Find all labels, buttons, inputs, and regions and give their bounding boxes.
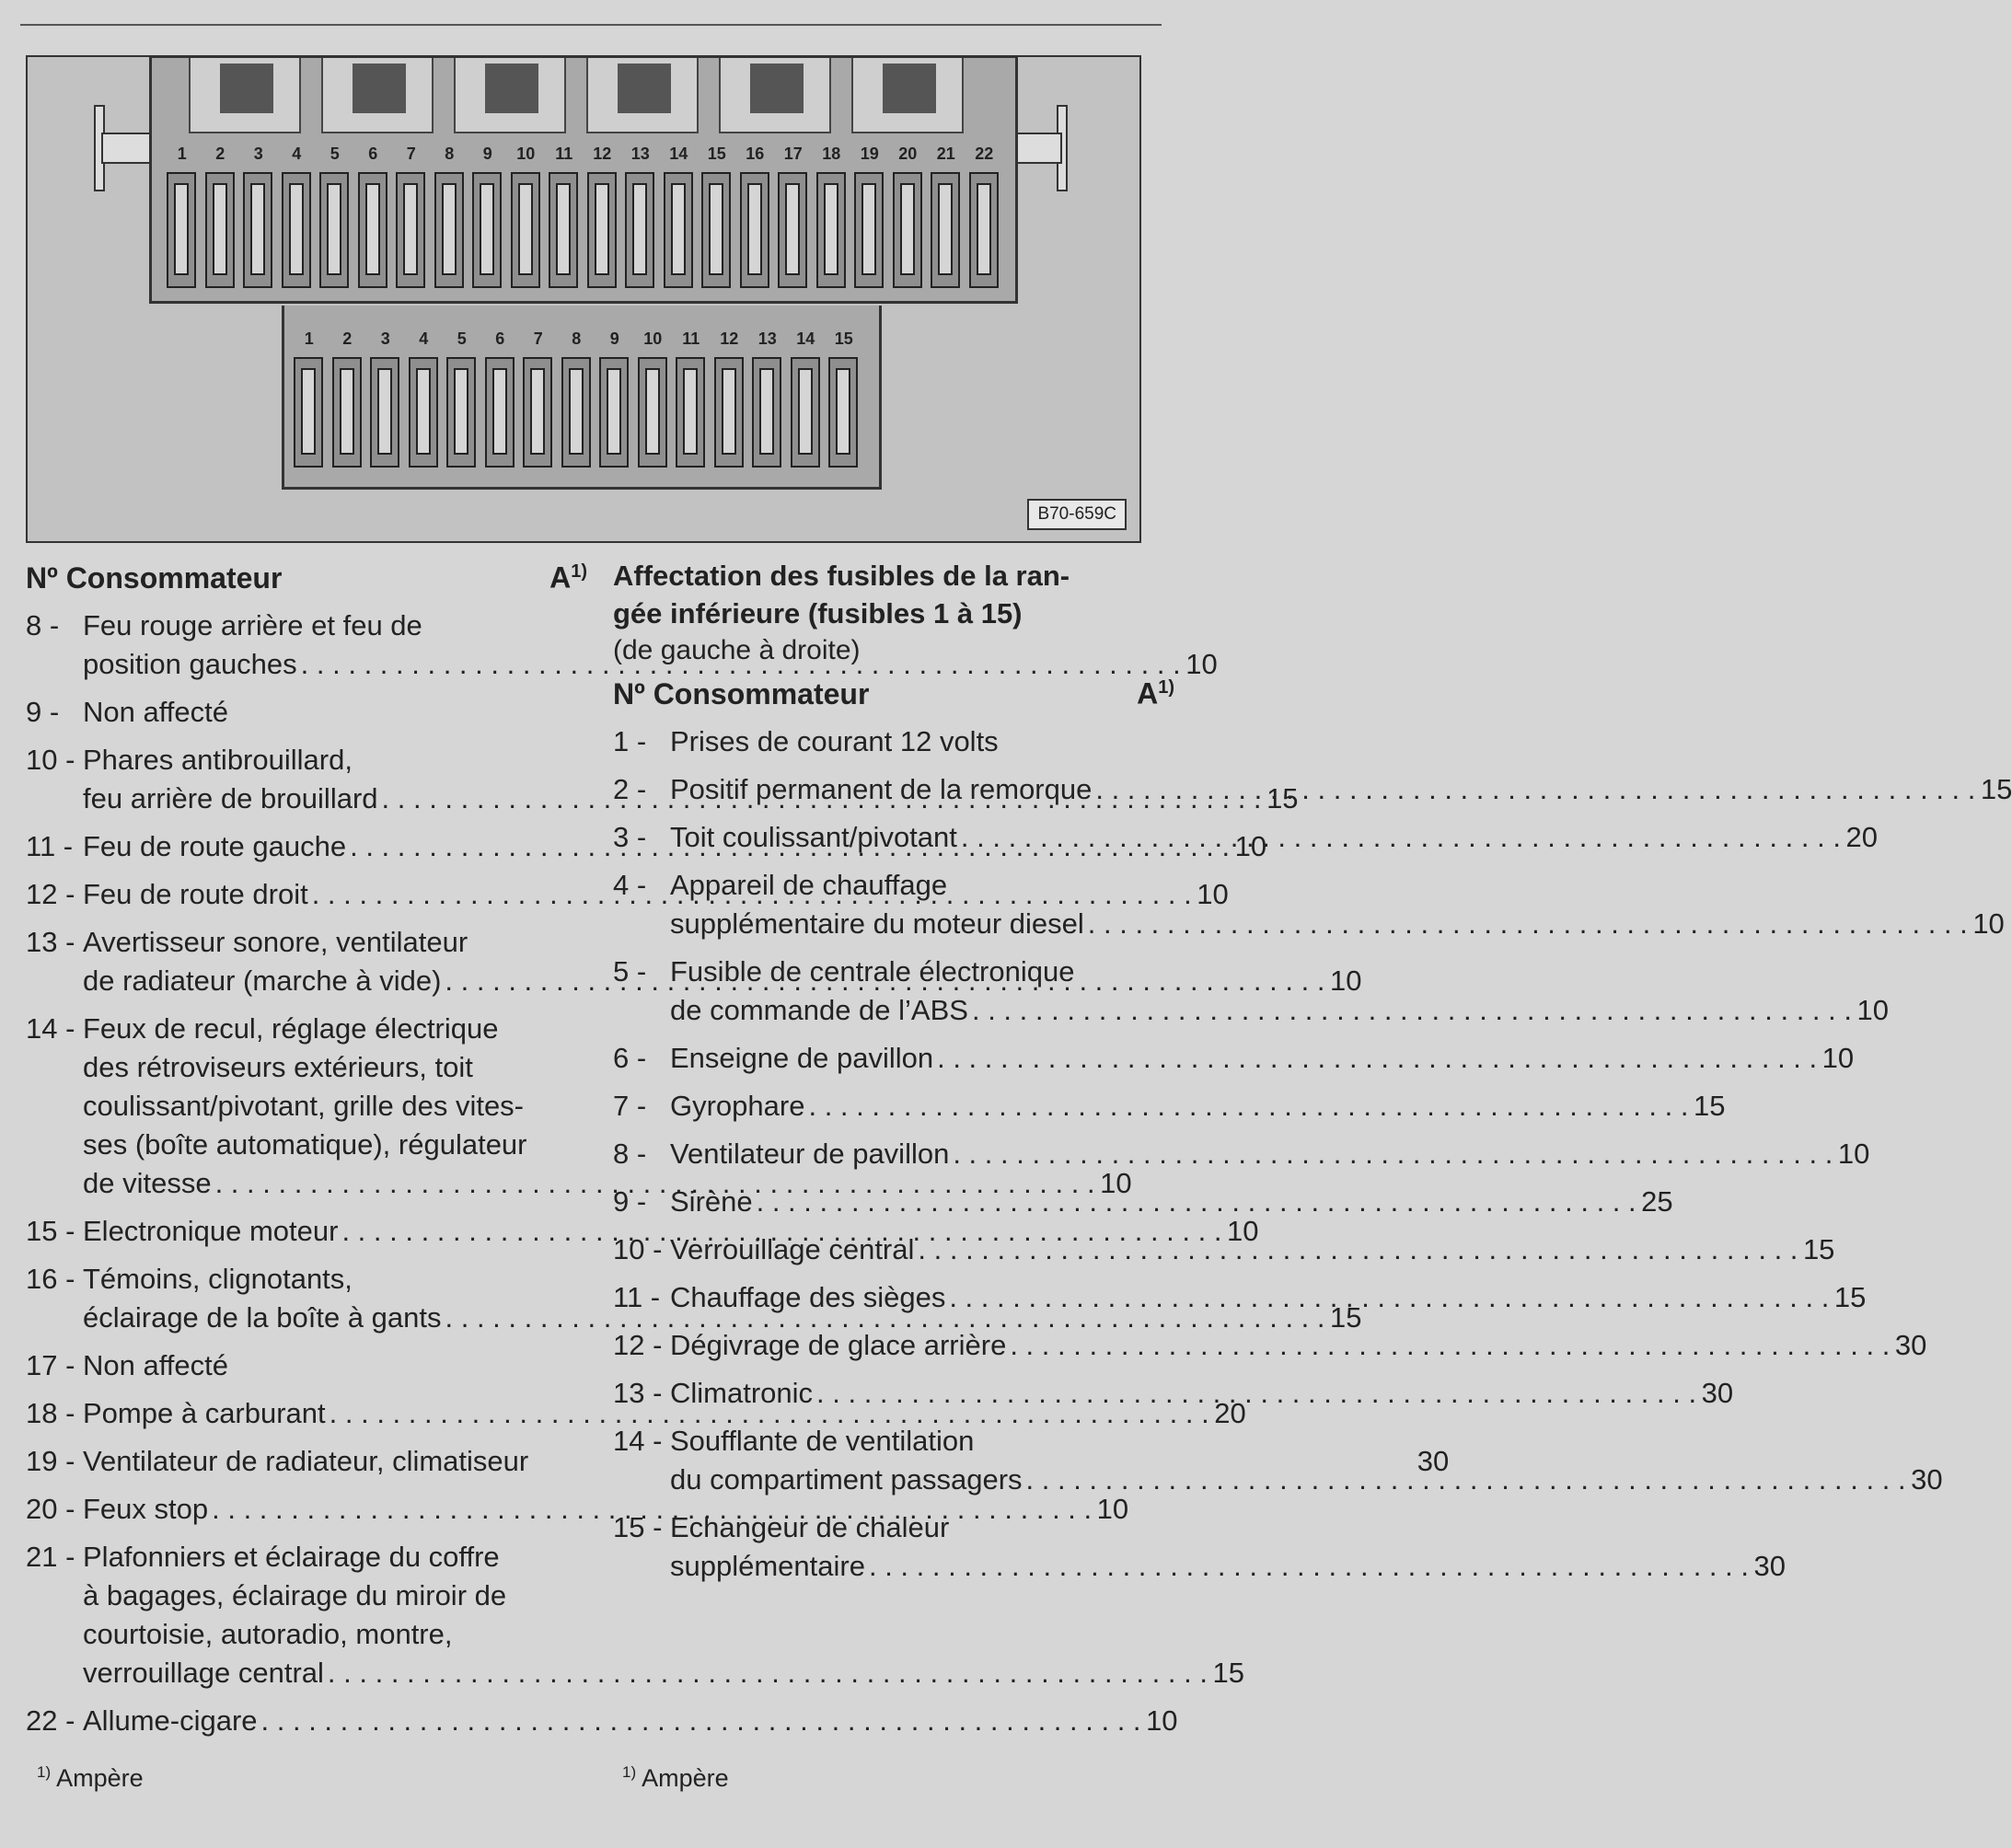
lower-fuse-row <box>290 329 863 473</box>
fuse-entry <box>613 1087 1726 1126</box>
upper-fuse <box>736 144 775 294</box>
top-rule <box>20 24 1162 26</box>
upper-fuse <box>545 144 584 294</box>
upper-fuse <box>163 144 202 294</box>
upper-fuse <box>774 144 813 294</box>
consumer-text: Prises de courant 12 volts <box>670 725 999 757</box>
upper-fuse <box>316 144 354 294</box>
upper-fuse-number: 14 <box>669 144 688 163</box>
leader-dots <box>816 1374 1696 1413</box>
amperage: 10 <box>1821 1042 1855 1074</box>
lower-fuse-number: 15 <box>834 329 853 348</box>
upper-fuse-number: 9 <box>482 144 492 163</box>
amperage: 15 <box>1802 1233 1835 1265</box>
relay-slot <box>454 58 566 133</box>
upper-fuse-number: 12 <box>593 144 612 163</box>
upper-fuse <box>850 144 889 294</box>
amperage: 15 <box>1980 773 2012 805</box>
consumer-text: Non affecté <box>83 1349 228 1381</box>
fuse-number: 13 - <box>613 1377 663 1409</box>
upper-fuse <box>584 144 622 294</box>
amperage: 10 <box>1226 1215 1259 1247</box>
upper-fuse-number: 21 <box>936 144 955 163</box>
fuse-number: 16 - <box>26 1263 75 1295</box>
consumer-text: de vitesse <box>83 1167 212 1199</box>
fuse-number: 11 - <box>26 830 74 862</box>
fuse-entry <box>613 1508 1786 1586</box>
consumer-text: position gauches <box>83 648 297 680</box>
consumer-text: Chauffage des sièges <box>670 1281 946 1313</box>
lower-fuse <box>748 329 787 473</box>
lower-fuse-number: 12 <box>720 329 739 348</box>
upper-fuse <box>507 144 546 294</box>
lower-fuse-number: 11 <box>682 329 700 348</box>
left-mount-arm <box>101 133 155 164</box>
fuse-body <box>791 357 820 468</box>
fuse-number: 2 - <box>613 773 647 805</box>
consumer-text: Non affecté <box>83 696 228 728</box>
fuse-number: 15 - <box>613 1511 663 1543</box>
fuse-entry <box>613 1135 1870 1173</box>
fuse-entry <box>613 866 2005 943</box>
lower-fuse-number: 5 <box>457 329 467 348</box>
lower-fuse <box>787 329 826 473</box>
upper-fuse-number: 20 <box>898 144 918 163</box>
amperage: 10 <box>1837 1138 1870 1170</box>
leader-dots <box>869 1547 1749 1586</box>
leader-dots <box>972 991 1852 1030</box>
fuse-body <box>434 172 464 288</box>
upper-fuse-number: 4 <box>292 144 302 163</box>
fuse-entry <box>613 1230 1835 1269</box>
upper-fuse-row <box>163 144 1003 294</box>
fuse-number: 4 - <box>613 869 647 901</box>
consumer-text: de commande de l’ABS <box>670 994 968 1026</box>
fuse-entry <box>26 1702 1178 1740</box>
amperage: 30 <box>1894 1329 1927 1361</box>
right-fuse-list <box>613 722 2012 1586</box>
fuse-body <box>714 357 744 468</box>
amperage: 10 <box>1100 1167 1132 1199</box>
fuse-body <box>638 357 667 468</box>
lower-fuse <box>596 329 634 473</box>
consumer-text: Dégivrage de glace arrière <box>670 1329 1007 1361</box>
upper-fuse <box>278 144 317 294</box>
consumer-text: Ventilateur de pavillon <box>670 1138 950 1170</box>
fuse-number: 22 - <box>26 1704 75 1737</box>
lower-fuse <box>405 329 444 473</box>
lower-fuse <box>329 329 367 473</box>
upper-fuse <box>927 144 966 294</box>
consumer-text: Témoins, clignotants, <box>83 1263 353 1295</box>
consumer-text: Verrouillage central <box>670 1233 915 1265</box>
upper-fuse-number: 19 <box>860 144 879 163</box>
footnote-left: $^{1)}$ Ampère <box>37 1763 144 1792</box>
consumer-text: Plafonniers et éclairage du coffre <box>83 1541 500 1573</box>
fuse-number: 5 - <box>613 955 647 988</box>
upper-fuse-number: 18 <box>822 144 841 163</box>
fuse-entry <box>613 1039 1855 1078</box>
leader-dots <box>961 818 1841 857</box>
relay-slot <box>851 58 964 133</box>
fuse-body <box>816 172 846 288</box>
fuse-entry <box>613 722 1174 761</box>
consumer-text: Phares antibrouillard, <box>83 744 353 776</box>
consumer-text: ses (boîte automatique), régulateur <box>83 1128 527 1161</box>
amperage: 10 <box>1234 830 1267 862</box>
consumer-text: Climatronic <box>670 1377 814 1409</box>
leader-dots <box>261 1702 1141 1740</box>
fuse-number: 10 - <box>26 744 75 776</box>
header-consumer: Nº Consommateur <box>26 561 283 595</box>
lower-fuse-number: 2 <box>342 329 353 348</box>
fuse-number: 12 - <box>26 878 75 910</box>
upper-fuse <box>698 144 736 294</box>
section-subtitle: (de gauche à droite) <box>613 635 861 665</box>
amperage: 30 <box>1416 1445 1450 1477</box>
header-amp: $A^{1)}$ <box>549 561 587 595</box>
lower-fuse-number: 10 <box>643 329 663 348</box>
lower-fuse <box>672 329 711 473</box>
fuse-entry <box>613 1278 1867 1317</box>
leader-dots <box>1010 1326 1890 1365</box>
consumer-text: Enseigne de pavillon <box>670 1042 934 1074</box>
upper-fuse-number: 3 <box>253 144 263 163</box>
fuse-entry <box>613 1326 1927 1365</box>
consumer-text: Feux stop <box>83 1493 209 1525</box>
section-title-line: Affectation des fusibles de la ran- <box>613 560 1070 592</box>
upper-fuse-number: 15 <box>707 144 726 163</box>
amperage: 15 <box>1266 782 1299 814</box>
upper-fuse-number: 2 <box>215 144 225 163</box>
lower-fuse-number: 7 <box>533 329 543 348</box>
upper-fuse <box>468 144 507 294</box>
upper-fuse-number: 16 <box>746 144 765 163</box>
fuse-body <box>893 172 922 288</box>
upper-fuse-number: 17 <box>783 144 803 163</box>
upper-fuse-number: 7 <box>406 144 416 163</box>
upper-fuse <box>392 144 431 294</box>
consumer-text: Toit coulissant/pivotant <box>670 821 957 853</box>
fuse-number: 15 - <box>26 1215 75 1247</box>
fuse-number: 18 - <box>26 1397 75 1429</box>
lower-fuse-number: 1 <box>304 329 314 348</box>
leader-dots <box>1088 905 1968 943</box>
right-column-header <box>613 673 1174 713</box>
consumer-text: Allume-cigare <box>83 1704 258 1737</box>
fuse-body <box>511 172 540 288</box>
fuse-entry <box>26 1394 1246 1433</box>
fuse-body <box>358 172 387 288</box>
fuse-number: 9 - <box>26 696 60 728</box>
lower-fuse-number: 8 <box>572 329 582 348</box>
lower-fuse <box>558 329 596 473</box>
right-column <box>613 557 2012 1586</box>
lower-fuse <box>290 329 329 473</box>
amperage: 20 <box>1214 1397 1246 1429</box>
fuse-body <box>472 172 502 288</box>
upper-fuse-number: 13 <box>630 144 650 163</box>
fuse-body <box>205 172 235 288</box>
figure-reference: B70-659C <box>1027 499 1127 530</box>
lower-fuse-number: 6 <box>495 329 505 348</box>
upper-fuse-number: 11 <box>555 144 573 163</box>
upper-fuse-number: 1 <box>177 144 187 163</box>
fuse-number: 9 - <box>613 1185 647 1218</box>
fuse-number: 19 - <box>26 1445 75 1477</box>
section-title-line: gée inférieure (fusibles 1 à 15) <box>613 597 1023 629</box>
fuse-number: 14 - <box>613 1425 663 1457</box>
fuse-body <box>332 357 362 468</box>
fuse-number: 6 - <box>613 1042 647 1074</box>
consumer-text: Positif permanent de la remorque <box>670 773 1093 805</box>
fuse-number: 17 - <box>26 1349 75 1381</box>
fuse-body <box>523 357 552 468</box>
fuse-body <box>370 357 399 468</box>
consumer-text: de radiateur (marche à vide) <box>83 964 442 997</box>
fuse-body <box>561 357 591 468</box>
upper-fuse-number: 10 <box>516 144 536 163</box>
lower-fuse-number: 14 <box>796 329 815 348</box>
fuse-body <box>828 357 858 468</box>
fuse-body <box>549 172 578 288</box>
relay-slot <box>321 58 434 133</box>
amperage: 25 <box>1641 1185 1673 1218</box>
leader-dots <box>808 1087 1688 1126</box>
relay-slot <box>719 58 831 133</box>
fuse-number: 7 - <box>613 1090 647 1122</box>
consumer-text: Feux de recul, réglage électrique <box>83 1012 499 1045</box>
upper-fuse-number: 22 <box>975 144 994 163</box>
upper-fuse <box>431 144 469 294</box>
consumer-text: feu arrière de brouillard <box>83 782 378 814</box>
consumer-text: Feu rouge arrière et feu de <box>83 609 422 641</box>
consumer-text: à bagages, éclairage du miroir de <box>83 1579 507 1611</box>
header-amp: $A^{1)}$ <box>1137 677 1174 710</box>
fuse-body <box>167 172 196 288</box>
fuse-body <box>931 172 960 288</box>
consumer-text: Appareil de chauffage <box>670 869 948 901</box>
fuse-number: 14 - <box>26 1012 75 1045</box>
header-consumer: Nº Consommateur <box>613 677 870 710</box>
consumer-text: Soufflante de ventilation <box>670 1425 975 1457</box>
leader-dots <box>1095 770 1975 809</box>
fuse-body <box>701 172 731 288</box>
fuse-entry <box>26 1346 587 1385</box>
lower-fuse-number: 13 <box>757 329 777 348</box>
upper-fuse-number: 5 <box>330 144 340 163</box>
consumer-text: supplémentaire du moteur diesel <box>670 907 1084 940</box>
relay-slot <box>189 58 301 133</box>
fuse-entry <box>613 953 1889 1030</box>
fuse-body <box>676 357 705 468</box>
amperage: 10 <box>1972 907 2005 940</box>
fuse-body <box>740 172 769 288</box>
amperage: 10 <box>1197 878 1229 910</box>
consumer-text: Sirène <box>670 1185 753 1218</box>
fuse-body <box>243 172 272 288</box>
fuse-body <box>319 172 349 288</box>
amperage: 10 <box>1185 648 1218 680</box>
relay-slot <box>586 58 699 133</box>
fuse-entry <box>26 693 587 732</box>
consumer-text: Feu de route droit <box>83 878 308 910</box>
fuse-number: 13 - <box>26 926 75 958</box>
lower-fuse-number: 4 <box>419 329 429 348</box>
lower-fuse <box>634 329 673 473</box>
upper-fuse-number: 8 <box>445 144 455 163</box>
fuse-body <box>485 357 515 468</box>
fuse-body <box>409 357 438 468</box>
footnote-right: $^{1)}$ Ampère <box>622 1763 729 1792</box>
fuse-body <box>446 357 476 468</box>
upper-fuse-number: 6 <box>368 144 378 163</box>
amperage: 15 <box>1330 1301 1362 1334</box>
consumer-text: supplémentaire <box>670 1550 865 1582</box>
lower-fuse <box>366 329 405 473</box>
fuse-box-diagram <box>26 55 1141 543</box>
consumer-text: Echangeur de chaleur <box>670 1511 950 1543</box>
fuse-number: 20 - <box>26 1493 75 1525</box>
fuse-number: 10 - <box>613 1233 663 1265</box>
amperage: 10 <box>1096 1493 1129 1525</box>
leader-dots <box>953 1135 1833 1173</box>
upper-fuse <box>621 144 660 294</box>
upper-fuse <box>239 144 278 294</box>
fuse-entry <box>613 1183 1673 1221</box>
consumer-text: verrouillage central <box>83 1657 324 1689</box>
fuse-body <box>664 172 693 288</box>
lower-fuse-number: 9 <box>609 329 619 348</box>
fuse-body <box>969 172 999 288</box>
consumer-text: Pompe à carburant <box>83 1397 326 1429</box>
consumer-text: Gyrophare <box>670 1090 805 1122</box>
fuse-body <box>587 172 617 288</box>
leader-dots <box>328 1654 1208 1692</box>
fuse-body <box>854 172 884 288</box>
leader-dots <box>949 1278 1829 1317</box>
fuse-entry <box>613 770 2012 809</box>
consumer-text: Avertisseur sonore, ventilateur <box>83 926 468 958</box>
lower-fuse-block <box>282 306 882 490</box>
consumer-text: du compartiment passagers <box>670 1463 1023 1496</box>
fuse-body <box>282 172 311 288</box>
leader-dots <box>757 1183 1636 1221</box>
leader-dots <box>1026 1461 1906 1499</box>
consumer-text: Ventilateur de radiateur, climatiseur <box>83 1445 529 1477</box>
upper-fuse-block <box>149 55 1018 304</box>
consumer-text: des rétroviseurs extérieurs, toit <box>83 1051 473 1083</box>
consumer-text: éclairage de la boîte à gants <box>83 1301 442 1334</box>
fuse-body <box>625 172 654 288</box>
amperage: 10 <box>1146 1704 1178 1737</box>
consumer-text: courtoisie, autoradio, montre, <box>83 1618 453 1650</box>
upper-fuse <box>889 144 928 294</box>
fuse-number: 12 - <box>613 1329 663 1361</box>
lower-fuse <box>443 329 481 473</box>
fuse-body <box>599 357 629 468</box>
amperage: 30 <box>1753 1550 1786 1582</box>
fuse-number: 8 - <box>613 1138 647 1170</box>
left-column-header <box>26 557 587 597</box>
fuse-body <box>778 172 807 288</box>
fuse-body <box>294 357 323 468</box>
lower-fuse <box>481 329 520 473</box>
upper-fuse <box>813 144 851 294</box>
upper-fuse <box>660 144 699 294</box>
fuse-entry <box>613 1422 1943 1499</box>
fuse-number: 21 - <box>26 1541 75 1573</box>
lower-fuse <box>825 329 863 473</box>
amperage: 10 <box>1329 964 1362 997</box>
fuse-number: 8 - <box>26 609 60 641</box>
fuse-body <box>396 172 425 288</box>
amperage: 30 <box>1911 1463 1943 1496</box>
consumer-text: Fusible de centrale électronique <box>670 955 1075 988</box>
amperage: 20 <box>1845 821 1878 853</box>
amperage: 10 <box>1856 994 1889 1026</box>
lower-fuse <box>519 329 558 473</box>
amperage: 15 <box>1212 1657 1244 1689</box>
upper-fuse <box>202 144 240 294</box>
fuse-number: 11 - <box>613 1281 661 1313</box>
amperage: 15 <box>1833 1281 1867 1313</box>
fuse-number: 3 - <box>613 821 647 853</box>
amperage: 30 <box>1701 1377 1734 1409</box>
fuse-body <box>752 357 781 468</box>
leader-dots <box>918 1230 1798 1269</box>
consumer-text: Feu de route gauche <box>83 830 347 862</box>
upper-fuse <box>966 144 1004 294</box>
lower-fuse <box>711 329 749 473</box>
right-mount-arm <box>1016 133 1062 164</box>
leader-dots <box>937 1039 1817 1078</box>
amperage: 15 <box>1694 1090 1726 1122</box>
section-title <box>613 557 1174 632</box>
consumer-text: Electronique moteur <box>83 1215 339 1247</box>
upper-fuse <box>354 144 393 294</box>
lower-fuse-number: 3 <box>380 329 390 348</box>
consumer-text: coulissant/pivotant, grille des vites- <box>83 1090 525 1122</box>
fuse-number: 1 - <box>613 725 647 757</box>
